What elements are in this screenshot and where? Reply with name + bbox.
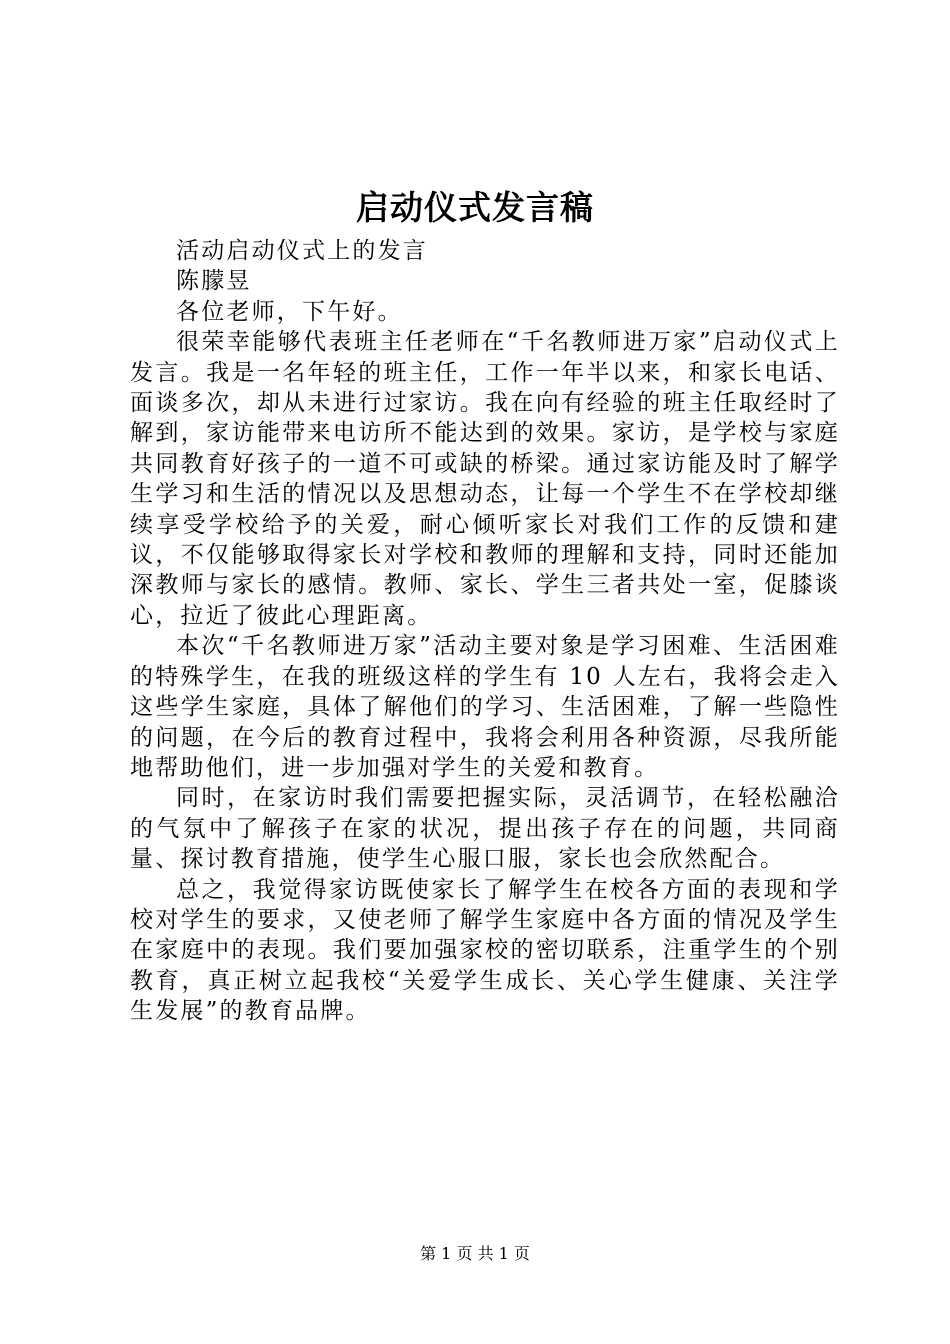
paragraph-body-4: 总之，我觉得家访既使家长了解学生在校各方面的表现和学校对学生的要求，又使老师了解学生家庭中各方面的情况及学生在家庭中的表现。我们要加强家校的密切联系，注重学生的个别教育，真正树立起我校“关爱学生成长、关心学生健康、关注学生发展”的教育品牌。	[130, 876, 840, 1025]
paragraph-subtitle: 活动启动仪式上的发言	[176, 238, 428, 264]
page-number: 第 1 页 共 1 页	[420, 1244, 530, 1263]
document-body	[130, 236, 840, 1027]
paragraph-author: 陈朦昱	[176, 268, 252, 295]
paragraph-body-2: 本次“千名教师进万家”活动主要对象是学习困难、生活困难的特殊学生，在我的班级这样的学生有 10 人左右，我将会走入这些学生家庭，具体了解他们的学习、生活困难，了解一些隐性的问题，在今后的教育过程中，我将会利用各种资源，尽我所能地帮助他们，进一步加强对学生的关爱和教育。	[130, 633, 840, 781]
paragraph-greeting: 各位老师，下午好。	[176, 298, 403, 325]
paragraph-body-3: 同时，在家访时我们需要把握实际，灵活调节，在轻松融洽的气氛中了解孩子在家的状况，提出孩子存在的问题，共同商量、探讨教育措施，使学生心服口服，家长也会欣然配合。	[130, 785, 840, 873]
document-title: 启动仪式发言稿	[356, 188, 594, 227]
paragraph-body-1: 很荣幸能够代表班主任老师在“千名教师进万家”启动仪式上发言。我是一名年轻的班主任，工作一年半以来，和家长电话、面谈多次，却从未进行过家访。我在向有经验的班主任取经时了解到，家访能带来电访所不能达到的效果。家访，是学校与家庭共同教育好孩子的一道不可或缺的桥梁。通过家访能及时了解学生学习和生活的情况以及思想动态，让每一个学生不在学校却继续享受学校给予的关爱，耐心倾听家长对我们工作的反馈和建议，不仅能够取得家长对学校和教师的理解和支持，同时还能加深教师与家长的感情。教师、家长、学生三者共处一室，促膝谈心，拉近了彼此心理距离。	[130, 329, 840, 629]
